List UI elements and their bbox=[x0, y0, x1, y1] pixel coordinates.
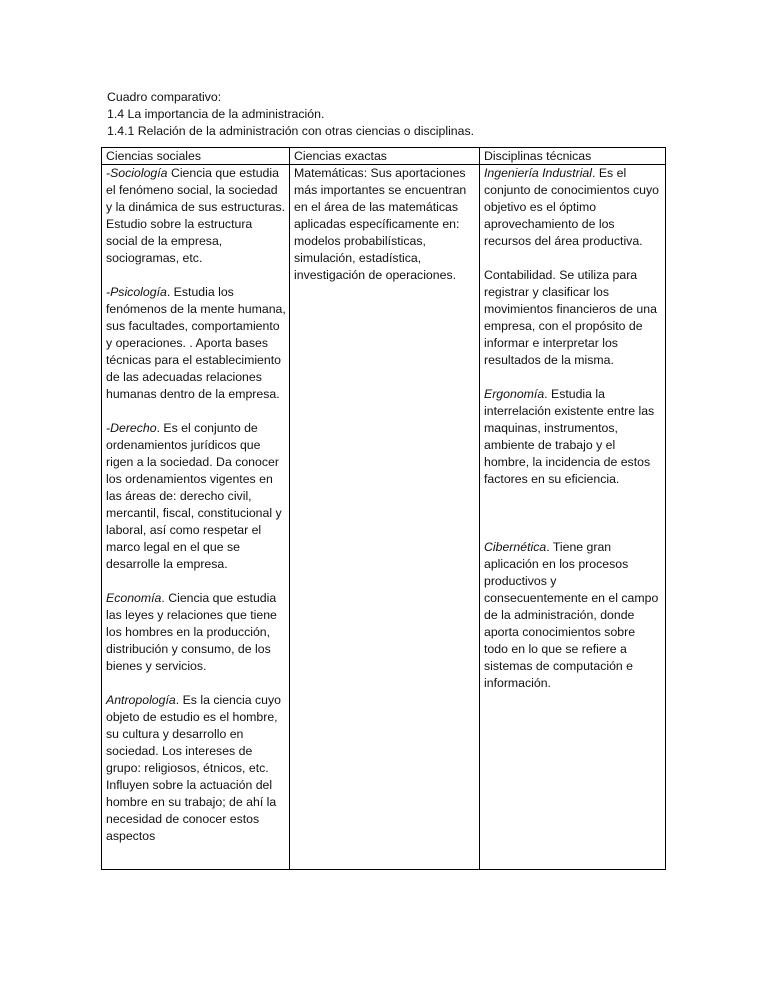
entry-ergonomia: Ergonomía. Estudia la interrelación existente entre las maquinas, instrumentos, ambiente de trabajo y el hombre, la incidencia de estos factores en su eficiencia. bbox=[484, 387, 655, 486]
social-sciences-cell bbox=[102, 165, 290, 870]
entry-derecho: -Derecho. Es el conjunto de ordenamientos jurídicos que rigen a la sociedad. Da conocer los ordenamientos vigentes en las áreas de: derecho civil, mercantil, fiscal, constitucional y laboral, así como respetar el marco legal en el que se desarrolle la empresa. bbox=[106, 421, 282, 571]
intro-block bbox=[107, 89, 474, 140]
entry-contabilidad: Contabilidad. Se utiliza para registrar y clasificar los movimientos financieros de una empresa, con el propósito de informar e interpretar los resultados de la misma. bbox=[484, 268, 657, 367]
entry-matematicas: Matemáticas: Sus aportaciones más importantes se encuentran en el área de las matemáticas aplicadas específicamente en: modelos probabilísticas, simulación, estadística, investigación de operaciones. bbox=[294, 166, 467, 282]
document-title: Cuadro comparativo: bbox=[107, 90, 222, 104]
entry-cibernetica: Cibernética. Tiene gran aplicación en los procesos productivos y consecuentemente en el campo de la administración, donde aporta conocimientos sobre todo en lo que se refiere a sistemas de computación e información. bbox=[484, 540, 659, 690]
header-social-sciences: Ciencias sociales bbox=[102, 148, 290, 165]
entry-psicologia: -Psicología. Estudia los fenómenos de la mente humana, sus facultades, comportamiento y operaciones. . Aporta bases técnicas para el establecimiento de las adecuadas relaciones humanas dentro de la empresa. bbox=[106, 285, 286, 401]
entry-ingenieria-industrial: Ingeniería Industrial. Es el conjunto de conocimientos cuyo objetivo es el óptimo aprovechamiento de los recursos del área productiva. bbox=[484, 166, 659, 248]
header-exact-sciences: Ciencias exactas bbox=[290, 148, 480, 165]
entry-sociologia: -Sociología Ciencia que estudia el fenómeno social, la sociedad y la dinámica de sus estructuras. Estudio sobre la estructura social de la empresa, sociogramas, etc. bbox=[106, 166, 286, 265]
table-header-row bbox=[102, 148, 666, 165]
header-technical-disciplines: Disciplinas técnicas bbox=[480, 148, 666, 165]
section-heading: 1.4 La importancia de la administración. bbox=[107, 107, 325, 121]
subsection-heading: 1.4.1 Relación de la administración con otras ciencias o disciplinas. bbox=[107, 124, 475, 138]
comparison-table bbox=[101, 147, 666, 870]
exact-sciences-cell bbox=[290, 165, 480, 870]
table-row bbox=[102, 165, 666, 870]
entry-antropologia: Antropología. Es la ciencia cuyo objeto de estudio es el hombre, su cultura y desarrollo en sociedad. Los intereses de grupo: religiosos, étnicos, etc. Influyen sobre la actuación del hombre en su trabajo; de ahí la necesidad de conocer estos aspectos bbox=[106, 693, 282, 843]
entry-economia: Economía. Ciencia que estudia las leyes y relaciones que tiene los hombres en la producción, distribución y consumo, de los bienes y servicios. bbox=[106, 591, 277, 673]
technical-disciplines-cell bbox=[480, 165, 666, 870]
